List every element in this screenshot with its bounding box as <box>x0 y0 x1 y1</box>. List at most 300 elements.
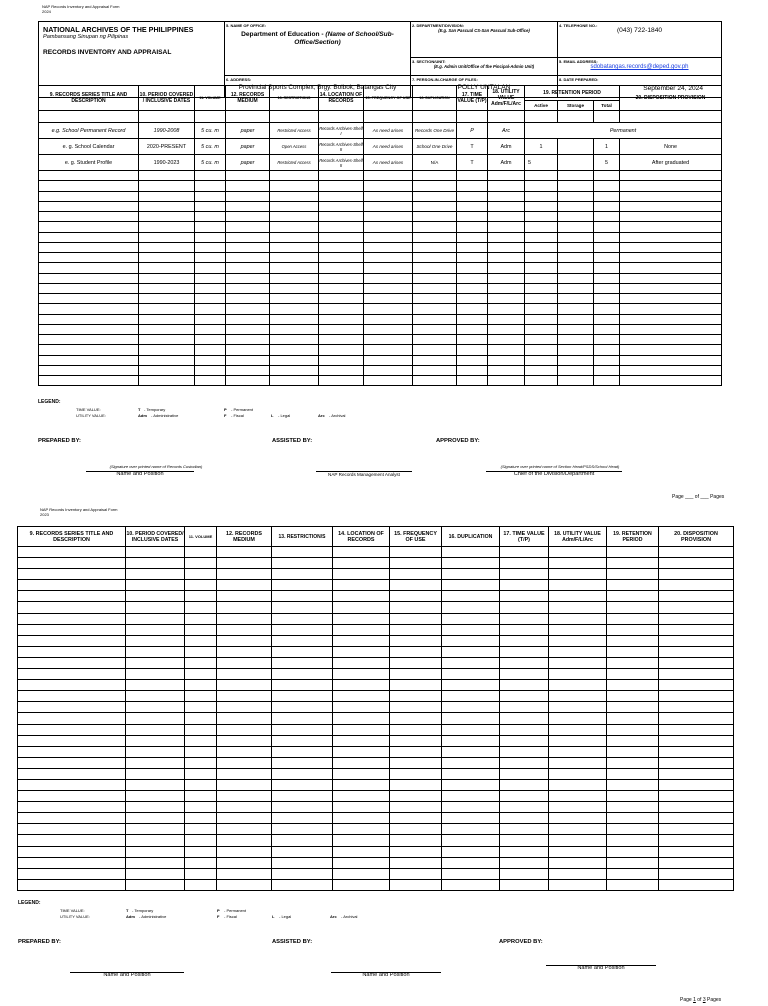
empty-row[interactable] <box>39 335 722 345</box>
empty-cell[interactable] <box>488 253 525 263</box>
empty-cell[interactable] <box>390 669 442 680</box>
empty-cell[interactable] <box>217 724 272 735</box>
empty-cell[interactable] <box>270 314 319 324</box>
email-cell[interactable] <box>558 58 722 76</box>
empty-cell[interactable] <box>457 181 488 191</box>
empty-cell[interactable] <box>18 735 126 746</box>
empty-cell[interactable] <box>607 569 659 580</box>
cell-title[interactable]: e. g. School Calendar <box>39 139 139 155</box>
empty-cell[interactable] <box>126 713 185 724</box>
empty-cell[interactable] <box>413 335 457 345</box>
empty-cell[interactable] <box>185 746 217 757</box>
empty-cell[interactable] <box>500 702 549 713</box>
empty-cell[interactable] <box>549 635 607 646</box>
empty-cell[interactable] <box>549 657 607 668</box>
empty-cell[interactable] <box>500 547 549 558</box>
empty-cell[interactable] <box>185 768 217 779</box>
empty-cell[interactable] <box>659 669 734 680</box>
empty-cell[interactable] <box>272 702 333 713</box>
empty-cell[interactable] <box>126 635 185 646</box>
empty-cell[interactable] <box>39 283 139 293</box>
approved-role[interactable]: Chief of the Division/Department <box>513 471 595 477</box>
empty-cell[interactable] <box>620 253 722 263</box>
empty-row[interactable] <box>18 569 734 580</box>
empty-cell[interactable] <box>607 746 659 757</box>
empty-cell[interactable] <box>457 273 488 283</box>
empty-cell[interactable] <box>39 242 139 252</box>
empty-row[interactable] <box>39 294 722 304</box>
empty-cell[interactable] <box>195 324 226 334</box>
empty-row[interactable] <box>39 314 722 324</box>
empty-cell[interactable] <box>390 879 442 890</box>
empty-cell[interactable] <box>442 624 500 635</box>
empty-cell[interactable] <box>594 171 620 181</box>
empty-cell[interactable] <box>442 713 500 724</box>
empty-cell[interactable] <box>185 702 217 713</box>
empty-cell[interactable] <box>500 646 549 657</box>
empty-cell[interactable] <box>607 735 659 746</box>
empty-cell[interactable] <box>39 335 139 345</box>
empty-cell[interactable] <box>333 680 390 691</box>
empty-cell[interactable] <box>558 283 594 293</box>
empty-cell[interactable] <box>270 242 319 252</box>
empty-cell[interactable] <box>319 171 364 181</box>
empty-cell[interactable] <box>549 879 607 890</box>
empty-cell[interactable] <box>457 314 488 324</box>
empty-cell[interactable] <box>272 791 333 802</box>
empty-cell[interactable] <box>195 191 226 201</box>
cell-total[interactable]: 5 <box>594 155 620 171</box>
empty-cell[interactable] <box>185 857 217 868</box>
empty-cell[interactable] <box>185 646 217 657</box>
empty-cell[interactable] <box>558 253 594 263</box>
empty-cell[interactable] <box>39 232 139 242</box>
empty-cell[interactable] <box>413 283 457 293</box>
empty-cell[interactable] <box>272 669 333 680</box>
empty-cell[interactable] <box>442 746 500 757</box>
empty-cell[interactable] <box>364 222 413 232</box>
empty-cell[interactable] <box>549 746 607 757</box>
empty-cell[interactable] <box>18 713 126 724</box>
empty-row[interactable] <box>39 212 722 222</box>
empty-cell[interactable] <box>139 273 195 283</box>
empty-cell[interactable] <box>272 879 333 890</box>
empty-cell[interactable] <box>195 263 226 273</box>
empty-cell[interactable] <box>18 857 126 868</box>
empty-cell[interactable] <box>594 283 620 293</box>
cell-restrictions[interactable]: Restricted Access <box>270 123 319 139</box>
empty-cell[interactable] <box>442 669 500 680</box>
empty-cell[interactable] <box>39 365 139 375</box>
empty-cell[interactable] <box>607 591 659 602</box>
cell-title[interactable]: e.g. School Permanent Record <box>39 123 139 139</box>
empty-cell[interactable] <box>364 171 413 181</box>
empty-cell[interactable] <box>185 735 217 746</box>
empty-cell[interactable] <box>126 879 185 890</box>
empty-cell[interactable] <box>442 802 500 813</box>
empty-cell[interactable] <box>126 835 185 846</box>
empty-cell[interactable] <box>620 314 722 324</box>
empty-cell[interactable] <box>185 669 217 680</box>
empty-cell[interactable] <box>488 171 525 181</box>
empty-cell[interactable] <box>139 304 195 314</box>
empty-cell[interactable] <box>185 691 217 702</box>
empty-cell[interactable] <box>272 691 333 702</box>
cell-volume[interactable]: 5 cu. m <box>195 123 226 139</box>
empty-cell[interactable] <box>659 558 734 569</box>
empty-cell[interactable] <box>217 868 272 879</box>
empty-cell[interactable] <box>139 253 195 263</box>
empty-cell[interactable] <box>500 635 549 646</box>
empty-cell[interactable] <box>217 746 272 757</box>
empty-cell[interactable] <box>525 181 558 191</box>
empty-cell[interactable] <box>195 181 226 191</box>
empty-cell[interactable] <box>390 691 442 702</box>
empty-cell[interactable] <box>390 857 442 868</box>
empty-cell[interactable] <box>594 314 620 324</box>
empty-cell[interactable] <box>18 547 126 558</box>
empty-cell[interactable] <box>525 355 558 365</box>
empty-cell[interactable] <box>620 212 722 222</box>
empty-cell[interactable] <box>195 212 226 222</box>
empty-cell[interactable] <box>319 263 364 273</box>
empty-cell[interactable] <box>500 558 549 569</box>
empty-cell[interactable] <box>185 713 217 724</box>
empty-cell[interactable] <box>272 835 333 846</box>
empty-row[interactable] <box>18 702 734 713</box>
empty-cell[interactable] <box>390 624 442 635</box>
empty-cell[interactable] <box>217 779 272 790</box>
empty-cell[interactable] <box>525 294 558 304</box>
empty-cell[interactable] <box>558 242 594 252</box>
empty-cell[interactable] <box>226 242 270 252</box>
empty-cell[interactable] <box>442 791 500 802</box>
empty-row[interactable] <box>18 779 734 790</box>
empty-cell[interactable] <box>195 283 226 293</box>
empty-cell[interactable] <box>364 324 413 334</box>
cell-utility[interactable]: Arc <box>488 123 525 139</box>
empty-cell[interactable] <box>333 657 390 668</box>
empty-cell[interactable] <box>500 824 549 835</box>
empty-cell[interactable] <box>594 304 620 314</box>
empty-cell[interactable] <box>39 345 139 355</box>
empty-cell[interactable] <box>607 613 659 624</box>
empty-cell[interactable] <box>18 702 126 713</box>
empty-cell[interactable] <box>549 691 607 702</box>
empty-cell[interactable] <box>226 376 270 386</box>
empty-cell[interactable] <box>488 355 525 365</box>
empty-cell[interactable] <box>607 635 659 646</box>
empty-cell[interactable] <box>333 746 390 757</box>
empty-row[interactable] <box>18 835 734 846</box>
empty-cell[interactable] <box>488 232 525 242</box>
empty-row[interactable] <box>18 879 734 890</box>
empty-cell[interactable] <box>488 242 525 252</box>
empty-cell[interactable] <box>442 547 500 558</box>
empty-cell[interactable] <box>139 335 195 345</box>
empty-cell[interactable] <box>525 263 558 273</box>
cell-restrictions[interactable]: Open Access <box>270 139 319 155</box>
empty-cell[interactable] <box>272 591 333 602</box>
empty-row[interactable] <box>18 824 734 835</box>
empty-cell[interactable] <box>457 335 488 345</box>
empty-cell[interactable] <box>594 263 620 273</box>
empty-cell[interactable] <box>442 857 500 868</box>
empty-cell[interactable] <box>620 171 722 181</box>
empty-cell[interactable] <box>319 365 364 375</box>
empty-cell[interactable] <box>500 835 549 846</box>
empty-cell[interactable] <box>185 591 217 602</box>
empty-cell[interactable] <box>39 212 139 222</box>
empty-cell[interactable] <box>607 868 659 879</box>
cell-location[interactable]: Records Archives-Shelf II <box>319 155 364 171</box>
empty-cell[interactable] <box>226 294 270 304</box>
empty-cell[interactable] <box>226 191 270 201</box>
empty-cell[interactable] <box>226 201 270 211</box>
empty-cell[interactable] <box>620 355 722 365</box>
empty-cell[interactable] <box>500 857 549 868</box>
empty-cell[interactable] <box>594 335 620 345</box>
email-link[interactable]: sdobatangas.records@deped.gov.ph <box>590 64 689 70</box>
empty-cell[interactable] <box>558 222 594 232</box>
cell-frequency[interactable]: As need arises <box>364 139 413 155</box>
empty-cell[interactable] <box>659 602 734 613</box>
empty-cell[interactable] <box>319 314 364 324</box>
empty-cell[interactable] <box>272 735 333 746</box>
cell-period[interactable]: 1990-2008 <box>139 123 195 139</box>
empty-cell[interactable] <box>442 824 500 835</box>
empty-cell[interactable] <box>333 591 390 602</box>
empty-row[interactable] <box>18 547 734 558</box>
empty-cell[interactable] <box>18 757 126 768</box>
empty-cell[interactable] <box>18 691 126 702</box>
empty-cell[interactable] <box>390 680 442 691</box>
empty-cell[interactable] <box>126 558 185 569</box>
cell-total[interactable]: 1 <box>594 139 620 155</box>
empty-cell[interactable] <box>270 355 319 365</box>
empty-cell[interactable] <box>364 345 413 355</box>
empty-cell[interactable] <box>139 365 195 375</box>
empty-cell[interactable] <box>185 802 217 813</box>
empty-cell[interactable] <box>272 558 333 569</box>
empty-cell[interactable] <box>126 669 185 680</box>
empty-cell[interactable] <box>525 253 558 263</box>
empty-cell[interactable] <box>488 324 525 334</box>
empty-cell[interactable] <box>659 613 734 624</box>
empty-cell[interactable] <box>39 355 139 365</box>
empty-cell[interactable] <box>333 724 390 735</box>
empty-cell[interactable] <box>272 547 333 558</box>
empty-cell[interactable] <box>126 657 185 668</box>
empty-cell[interactable] <box>413 314 457 324</box>
empty-cell[interactable] <box>126 569 185 580</box>
empty-cell[interactable] <box>319 222 364 232</box>
empty-cell[interactable] <box>217 768 272 779</box>
empty-cell[interactable] <box>659 713 734 724</box>
empty-cell[interactable] <box>18 558 126 569</box>
empty-cell[interactable] <box>217 702 272 713</box>
empty-cell[interactable] <box>139 191 195 201</box>
empty-row[interactable] <box>18 813 734 824</box>
empty-cell[interactable] <box>126 802 185 813</box>
cell-retention-merged[interactable]: Permanent <box>525 123 722 139</box>
empty-cell[interactable] <box>18 602 126 613</box>
empty-cell[interactable] <box>620 232 722 242</box>
empty-cell[interactable] <box>558 191 594 201</box>
empty-row[interactable] <box>18 713 734 724</box>
empty-cell[interactable] <box>442 569 500 580</box>
empty-cell[interactable] <box>185 757 217 768</box>
cell-restrictions[interactable]: Restricted Access <box>270 155 319 171</box>
empty-cell[interactable] <box>272 802 333 813</box>
empty-cell[interactable] <box>549 735 607 746</box>
empty-cell[interactable] <box>139 355 195 365</box>
empty-cell[interactable] <box>195 365 226 375</box>
empty-cell[interactable] <box>457 201 488 211</box>
empty-cell[interactable] <box>442 691 500 702</box>
empty-cell[interactable] <box>549 713 607 724</box>
empty-cell[interactable] <box>226 314 270 324</box>
empty-cell[interactable] <box>620 191 722 201</box>
empty-cell[interactable] <box>217 624 272 635</box>
empty-cell[interactable] <box>413 191 457 201</box>
empty-cell[interactable] <box>500 746 549 757</box>
empty-cell[interactable] <box>525 314 558 324</box>
empty-cell[interactable] <box>364 253 413 263</box>
empty-cell[interactable] <box>500 813 549 824</box>
empty-row[interactable] <box>39 304 722 314</box>
empty-cell[interactable] <box>607 657 659 668</box>
empty-cell[interactable] <box>659 868 734 879</box>
empty-row[interactable] <box>39 263 722 273</box>
empty-cell[interactable] <box>500 724 549 735</box>
empty-cell[interactable] <box>18 802 126 813</box>
empty-cell[interactable] <box>558 324 594 334</box>
empty-cell[interactable] <box>594 273 620 283</box>
empty-cell[interactable] <box>195 253 226 263</box>
empty-cell[interactable] <box>333 835 390 846</box>
empty-cell[interactable] <box>442 813 500 824</box>
empty-cell[interactable] <box>364 191 413 201</box>
empty-cell[interactable] <box>659 724 734 735</box>
empty-cell[interactable] <box>500 735 549 746</box>
empty-cell[interactable] <box>364 181 413 191</box>
empty-cell[interactable] <box>333 547 390 558</box>
cell-duplication[interactable]: School One Drive <box>413 139 457 155</box>
empty-cell[interactable] <box>558 232 594 242</box>
empty-cell[interactable] <box>659 835 734 846</box>
empty-cell[interactable] <box>390 802 442 813</box>
empty-cell[interactable] <box>594 242 620 252</box>
empty-cell[interactable] <box>333 824 390 835</box>
empty-cell[interactable] <box>195 304 226 314</box>
empty-cell[interactable] <box>500 657 549 668</box>
empty-cell[interactable] <box>333 768 390 779</box>
empty-cell[interactable] <box>270 232 319 242</box>
empty-cell[interactable] <box>217 646 272 657</box>
empty-cell[interactable] <box>549 757 607 768</box>
empty-cell[interactable] <box>195 355 226 365</box>
cell-utility[interactable]: Adm <box>488 139 525 155</box>
empty-cell[interactable] <box>659 580 734 591</box>
cell-title[interactable]: e. g. Student Profile <box>39 155 139 171</box>
empty-cell[interactable] <box>413 222 457 232</box>
empty-row[interactable] <box>18 691 734 702</box>
empty-cell[interactable] <box>195 201 226 211</box>
empty-cell[interactable] <box>270 181 319 191</box>
empty-cell[interactable] <box>488 283 525 293</box>
empty-cell[interactable] <box>549 846 607 857</box>
empty-cell[interactable] <box>390 835 442 846</box>
empty-cell[interactable] <box>442 602 500 613</box>
empty-cell[interactable] <box>413 201 457 211</box>
empty-cell[interactable] <box>442 835 500 846</box>
empty-cell[interactable] <box>549 569 607 580</box>
empty-cell[interactable] <box>364 304 413 314</box>
empty-cell[interactable] <box>500 713 549 724</box>
empty-cell[interactable] <box>607 669 659 680</box>
empty-cell[interactable] <box>442 558 500 569</box>
empty-cell[interactable] <box>594 181 620 191</box>
empty-cell[interactable] <box>488 222 525 232</box>
empty-cell[interactable] <box>217 857 272 868</box>
empty-cell[interactable] <box>39 304 139 314</box>
empty-cell[interactable] <box>549 779 607 790</box>
empty-cell[interactable] <box>364 263 413 273</box>
empty-cell[interactable] <box>217 757 272 768</box>
empty-cell[interactable] <box>39 263 139 273</box>
empty-cell[interactable] <box>488 294 525 304</box>
empty-row[interactable] <box>39 201 722 211</box>
empty-cell[interactable] <box>620 222 722 232</box>
empty-cell[interactable] <box>549 591 607 602</box>
empty-cell[interactable] <box>659 802 734 813</box>
empty-cell[interactable] <box>659 791 734 802</box>
empty-row[interactable] <box>39 283 722 293</box>
empty-cell[interactable] <box>607 835 659 846</box>
empty-cell[interactable] <box>659 591 734 602</box>
empty-cell[interactable] <box>333 702 390 713</box>
empty-cell[interactable] <box>442 768 500 779</box>
empty-row[interactable] <box>39 253 722 263</box>
cell-active[interactable]: 1 <box>525 139 558 155</box>
empty-cell[interactable] <box>126 691 185 702</box>
empty-cell[interactable] <box>364 355 413 365</box>
empty-cell[interactable] <box>558 273 594 283</box>
empty-cell[interactable] <box>549 724 607 735</box>
empty-cell[interactable] <box>226 171 270 181</box>
empty-cell[interactable] <box>333 879 390 890</box>
empty-cell[interactable] <box>319 355 364 365</box>
empty-cell[interactable] <box>390 602 442 613</box>
cell-active[interactable]: 5 <box>525 155 558 171</box>
empty-cell[interactable] <box>390 657 442 668</box>
empty-cell[interactable] <box>185 791 217 802</box>
empty-cell[interactable] <box>390 646 442 657</box>
empty-cell[interactable] <box>39 253 139 263</box>
empty-cell[interactable] <box>217 791 272 802</box>
empty-cell[interactable] <box>333 669 390 680</box>
empty-cell[interactable] <box>272 569 333 580</box>
empty-cell[interactable] <box>607 802 659 813</box>
empty-cell[interactable] <box>620 335 722 345</box>
empty-cell[interactable] <box>549 558 607 569</box>
empty-cell[interactable] <box>549 669 607 680</box>
empty-cell[interactable] <box>525 273 558 283</box>
empty-cell[interactable] <box>457 355 488 365</box>
empty-cell[interactable] <box>442 613 500 624</box>
empty-cell[interactable] <box>126 547 185 558</box>
